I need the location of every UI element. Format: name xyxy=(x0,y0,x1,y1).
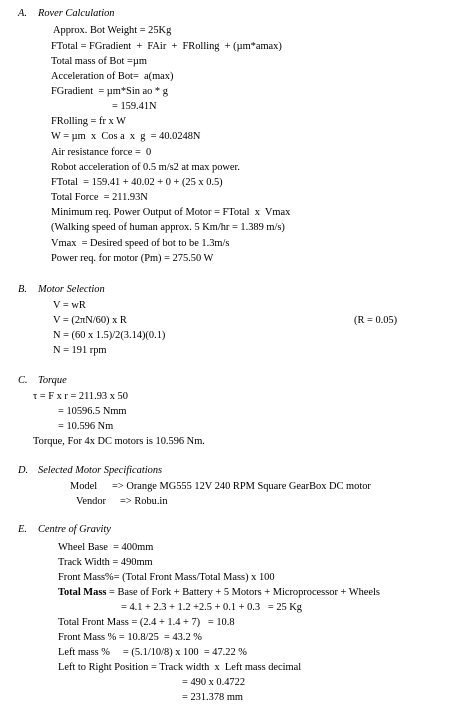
text-line: Left mass % = (5.1/10/8) x 100 = 47.22 % xyxy=(58,647,247,658)
section-d-letter: D. xyxy=(18,465,29,476)
text-line: Track Width = 490mm xyxy=(58,557,153,568)
section-c-heading: Torque xyxy=(38,375,67,386)
text-line: Approx. Bot Weight = 25Kg xyxy=(53,25,172,36)
model-value: => Orange MG555 12V 240 RPM Square GearBox DC motor xyxy=(112,481,371,492)
section-d-heading: Selected Motor Specifications xyxy=(38,465,163,476)
text-line: V = (2πN/60) x R xyxy=(53,315,127,326)
text-line: Vmax = Desired speed of bot to be 1.3m/s xyxy=(51,238,230,249)
text-line: FTotal = FGradient + FAir + FRolling + (µm*amax) xyxy=(51,41,282,52)
vendor-label: Vendor xyxy=(76,496,107,507)
text-line: V = wR xyxy=(53,300,86,311)
text-line: Power req. for motor (Pm) = 275.50 W xyxy=(51,253,214,264)
text-line: Wheel Base = 400mm xyxy=(58,542,154,553)
text-line: FRolling = fr x W xyxy=(51,116,126,127)
text-line: = 490 x 0.4722 xyxy=(182,677,246,688)
motor-radius-note: (R = 0.05) xyxy=(354,315,398,326)
text-line: FTotal = 159.41 + 40.02 + 0 + (25 x 0.5) xyxy=(51,177,223,188)
section-c-letter: C. xyxy=(18,375,28,386)
text-line: = 231.378 mm xyxy=(182,692,243,703)
text-line: = 10.596 Nm xyxy=(58,421,114,432)
text-line: τ = F x r = 211.93 x 50 xyxy=(33,391,128,402)
text-line: Robot acceleration of 0.5 m/s2 at max power. xyxy=(51,162,240,173)
text-line: W = µm x Cos a x g = 40.0248N xyxy=(51,131,201,142)
text-line: Air resistance force = 0 xyxy=(51,147,152,158)
text-line: Torque, For 4x DC motors is 10.596 Nm. xyxy=(33,436,205,447)
section-e-heading: Centre of Gravity xyxy=(38,524,111,535)
text-line: Total Force = 211.93N xyxy=(51,192,148,203)
text-line: = 10596.5 Nmm xyxy=(58,406,127,417)
text-line: Front Mass%= (Total Front Mass/Total Mass) x 100 xyxy=(58,572,275,583)
text-line: Total Front Mass = (2.4 + 1.4 + 7) = 10.8 xyxy=(58,617,235,628)
section-a-letter: A. xyxy=(18,8,27,19)
text-line: FGradient = µm*Sin ao * g xyxy=(51,86,168,97)
text-line: Minimum req. Power Output of Motor = FTotal x Vmax xyxy=(51,207,291,218)
total-mass-rest: = Base of Fork + Battery + 5 Motors + Microprocessor + Wheels xyxy=(106,587,380,598)
total-mass-label: Total Mass xyxy=(58,587,107,598)
section-e-letter: E. xyxy=(18,524,27,535)
text-line: Acceleration of Bot= a(max) xyxy=(51,71,174,82)
section-b-heading: Motor Selection xyxy=(38,284,105,295)
text-line: = 159.41N xyxy=(112,101,157,112)
text-line: N = 191 rpm xyxy=(53,345,107,356)
text-line: (Walking speed of human approx. 5 Km/hr = 1.389 m/s) xyxy=(51,222,285,233)
text-line: Total mass of Bot =µm xyxy=(51,56,147,67)
text-line: Left to Right Position = Track width x Left mass decimal xyxy=(58,662,302,673)
text-line: N = (60 x 1.5)/2(3.14)(0.1) xyxy=(53,330,166,341)
vendor-value: => Robu.in xyxy=(120,496,168,507)
model-label: Model xyxy=(70,481,98,492)
text-line: = 4.1 + 2.3 + 1.2 +2.5 + 0.1 + 0.3 = 25 Kg xyxy=(121,602,303,613)
total-mass-line xyxy=(58,588,380,598)
section-b-letter: B. xyxy=(18,284,27,295)
text-line: Front Mass % = 10.8/25 = 43.2 % xyxy=(58,632,202,643)
section-a-heading: Rover Calculation xyxy=(38,8,115,19)
